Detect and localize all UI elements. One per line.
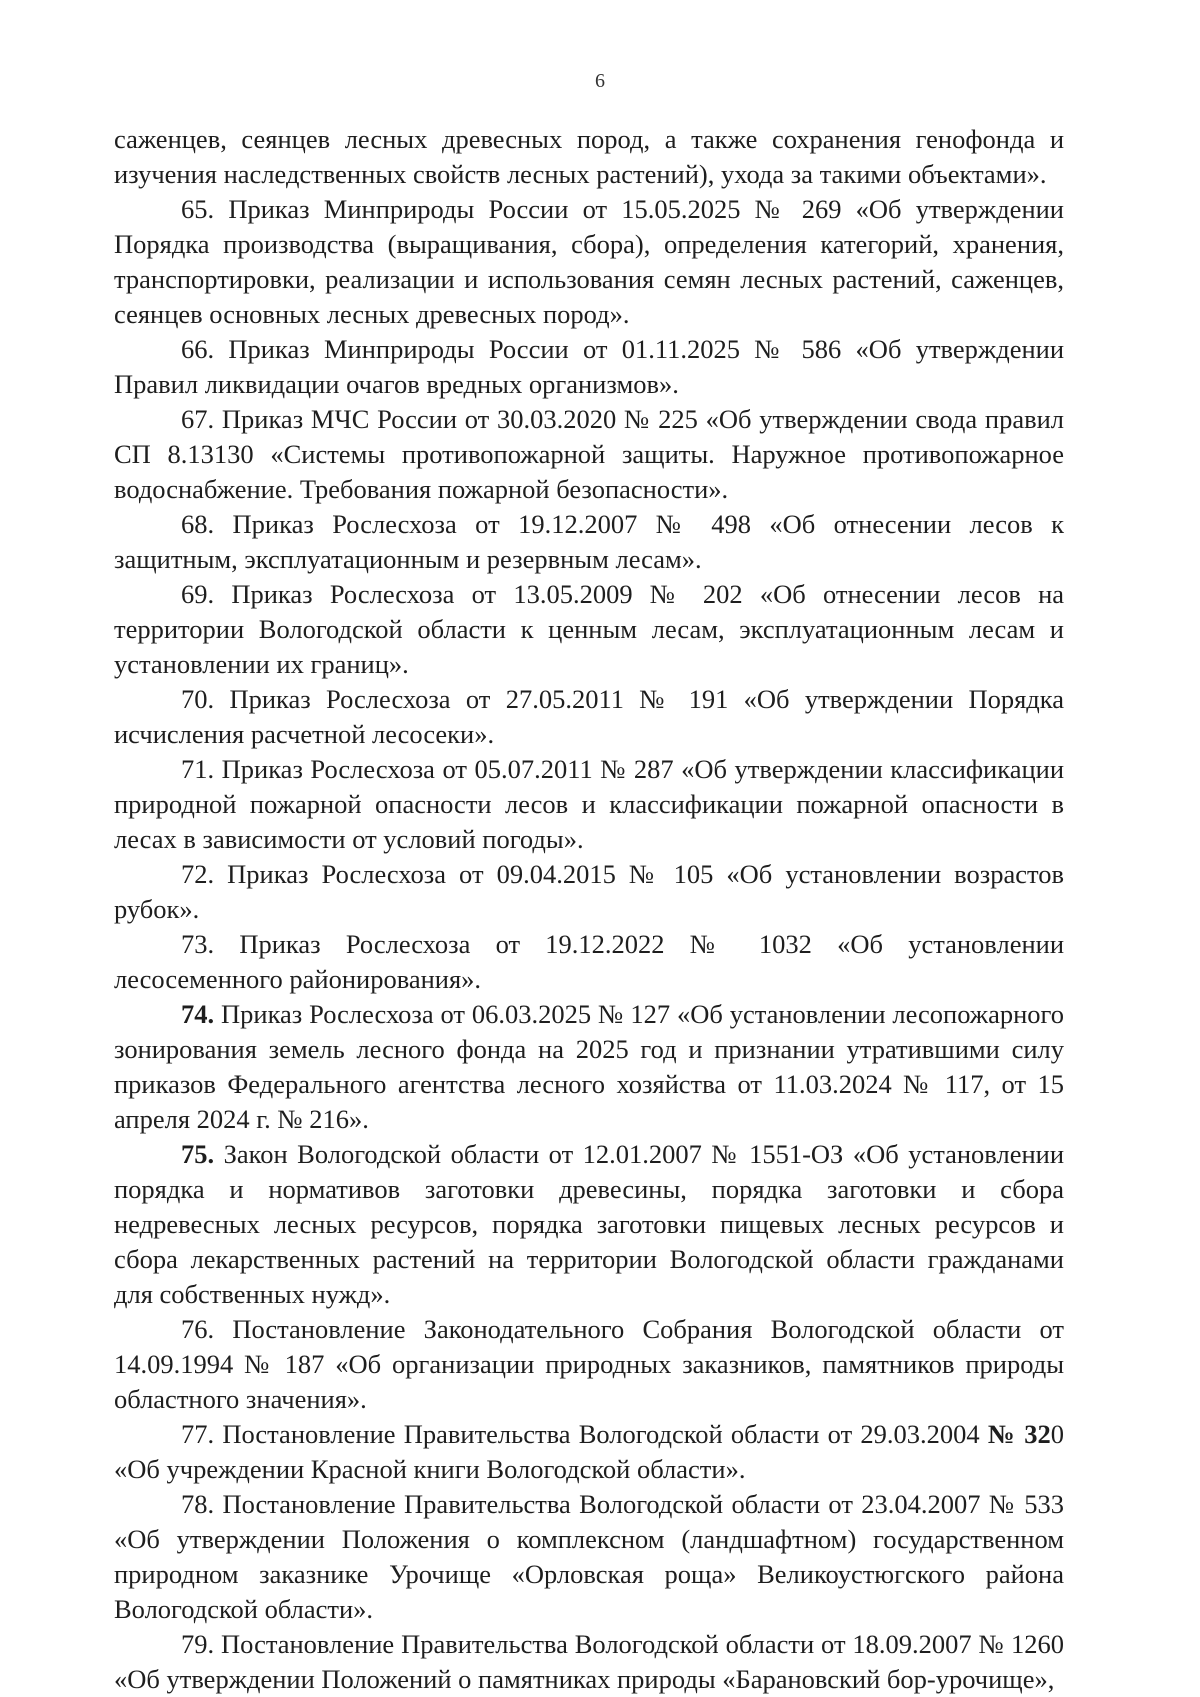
- item-number: 66.: [181, 334, 215, 364]
- item-text: Закон Вологодской области от 12.01.2007 № 1551-ОЗ «Об установлении порядка и нормативов заготовки древесины, порядка заготовки и сбора недревесных лесных ресурсов, порядка заготовки пищевых лесных ресурсов и сбора лекарственных растений на территории Вологодской области гражданами для собственных нужд».: [114, 1139, 1065, 1309]
- item-number: 77.: [181, 1419, 215, 1449]
- page-number: 6: [595, 70, 605, 92]
- item-text: Постановление Правительства Вологодской области от 18.09.2007 № 1260 «Об утверждении Положений о памятниках природы «Барановский бор-урочище»,: [114, 1629, 1064, 1694]
- item-text-end: 0 «Об учреждении Красной книги Вологодской области».: [114, 1419, 1065, 1484]
- item-text-bold: № 32: [987, 1419, 1051, 1449]
- item-text: Постановление Правительства Вологодской области от 23.04.2007 № 533 «Об утверждении Положения о комплексном (ландшафтном) государственном природном заказнике Урочище «Орловская роща» Великоустюгского района Вологодской области».: [114, 1489, 1065, 1624]
- item-number: 71.: [181, 754, 215, 784]
- item-number: 79.: [181, 1629, 215, 1659]
- item-text: Приказ Минприроды России от 01.11.2025 № 586 «Об утверждении Правил ликвидации очагов вредных организмов».: [114, 334, 1065, 399]
- item-number: 76.: [181, 1314, 215, 1344]
- item-number: 72.: [181, 859, 215, 889]
- list-item-79: [114, 1627, 1064, 1697]
- item-text: Приказ Рослесхоза от 13.05.2009 № 202 «Об отнесении лесов на территории Вологодской области к ценным лесам, эксплуатационным лесам и установлении их границ».: [114, 579, 1065, 679]
- paragraph-text: саженцев, сеянцев лесных древесных пород, а также сохранения генофонда и изучения наследственных свойств лесных растений), ухода за такими объектами».: [114, 124, 1064, 189]
- list-item-68: [114, 507, 1064, 577]
- list-item-69: [114, 577, 1064, 682]
- list-item-71: [114, 752, 1064, 857]
- list-item-67: [114, 402, 1064, 507]
- paragraph-continuation: [114, 122, 1064, 192]
- item-number: 74.: [181, 999, 215, 1029]
- item-number: 73.: [181, 929, 215, 959]
- item-text: Приказ МЧС России от 30.03.2020 № 225 «Об утверждении свода правил СП 8.13130 «Системы противопожарной защиты. Наружное противопожарное водоснабжение. Требования пожарной безопасности».: [114, 404, 1065, 504]
- list-item-73: [114, 927, 1064, 997]
- list-item-70: [114, 682, 1064, 752]
- list-item-72: [114, 857, 1064, 927]
- item-text: Приказ Рослесхоза от 09.04.2015 № 105 «Об установлении возрастов рубок».: [114, 859, 1064, 924]
- item-number: 68.: [181, 509, 215, 539]
- list-item-76: [114, 1312, 1064, 1417]
- item-number: 75.: [181, 1139, 215, 1169]
- list-item-75: [114, 1137, 1064, 1312]
- item-text: Приказ Минприроды России от 15.05.2025 № 269 «Об утверждении Порядка производства (выращивания, сбора), определения категорий, хранения, транспортировки, реализации и использования семян лесных растений, саженцев, сеянцев основных лесных древесных пород».: [114, 194, 1064, 329]
- item-text: Приказ Рослесхоза от 27.05.2011 № 191 «Об утверждении Порядка исчисления расчетной лесосеки».: [114, 684, 1064, 749]
- item-text-start: Постановление Правительства Вологодской области от 29.03.2004: [222, 1419, 988, 1449]
- document-body: [114, 122, 1064, 1697]
- item-number: 70.: [181, 684, 215, 714]
- item-number: 69.: [181, 579, 215, 609]
- item-text: Приказ Рослесхоза от 19.12.2007 № 498 «Об отнесении лесов к защитным, эксплуатационным и резервным лесам».: [114, 509, 1065, 574]
- list-item-78: [114, 1487, 1064, 1627]
- list-item-74: [114, 997, 1064, 1137]
- item-text: Приказ Рослесхоза от 05.07.2011 № 287 «Об утверждении классификации природной пожарной опасности лесов и классификации пожарной опасности в лесах в зависимости от условий погоды».: [114, 754, 1065, 854]
- item-number: 67.: [181, 404, 215, 434]
- list-item-77: [114, 1417, 1064, 1487]
- item-text: Постановление Законодательного Собрания Вологодской области от 14.09.1994 № 187 «Об организации природных заказников, памятников природы областного значения».: [114, 1314, 1064, 1414]
- item-number: 78.: [181, 1489, 215, 1519]
- list-item-66: [114, 332, 1064, 402]
- item-text: Приказ Рослесхоза от 06.03.2025 № 127 «Об установлении лесопожарного зонирования земель лесного фонда на 2025 год и признании утратившими силу приказов Федерального агентства лесного хозяйства от 11.03.2024 № 117, от 15 апреля 2024 г. № 216».: [114, 999, 1065, 1134]
- item-text: Приказ Рослесхоза от 19.12.2022 № 1032 «Об установлении лесосеменного районирования».: [114, 929, 1065, 994]
- list-item-65: [114, 192, 1064, 332]
- item-number: 65.: [181, 194, 215, 224]
